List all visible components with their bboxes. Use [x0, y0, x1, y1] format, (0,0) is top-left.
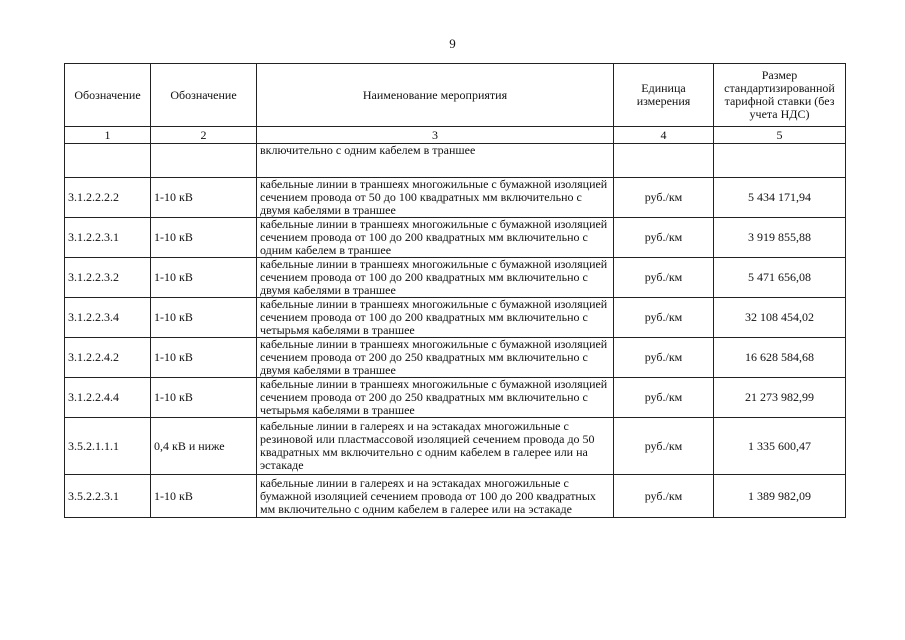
- row-voltage: 1-10 кВ: [151, 258, 257, 298]
- column-number-row: [65, 127, 846, 144]
- header-measure-name: Наименование мероприятия: [257, 64, 614, 127]
- row-rate: 5 471 656,08: [714, 258, 846, 298]
- row-rate: 5 434 171,94: [714, 178, 846, 218]
- row-unit: руб./км: [614, 338, 714, 378]
- header-designation-1: Обозначение: [65, 64, 151, 127]
- row-rate: 21 273 982,99: [714, 378, 846, 418]
- table-row: [65, 218, 846, 258]
- row-description: кабельные линии в траншеях многожильные с бумажной изоляцией сечением провода от 100 до 200 квадратных мм включительно с двумя кабелями в траншее: [257, 258, 614, 298]
- row-unit: руб./км: [614, 418, 714, 475]
- row-rate: 32 108 454,02: [714, 298, 846, 338]
- row-description: кабельные линии в траншеях многожильные с бумажной изоляцией сечением провода от 50 до 100 квадратных мм включительно с двумя кабелями в траншее: [257, 178, 614, 218]
- row-unit: руб./км: [614, 218, 714, 258]
- column-number: 1: [65, 127, 151, 144]
- header-unit: Единица измерения: [614, 64, 714, 127]
- row-unit: руб./км: [614, 378, 714, 418]
- tariff-table: [64, 63, 846, 518]
- column-number: 5: [714, 127, 846, 144]
- row-voltage: 1-10 кВ: [151, 298, 257, 338]
- empty-cell: [151, 144, 257, 178]
- table-row: [65, 378, 846, 418]
- header-designation-2: Обозначение: [151, 64, 257, 127]
- table-row: [65, 258, 846, 298]
- row-voltage: 1-10 кВ: [151, 378, 257, 418]
- empty-cell: [714, 144, 846, 178]
- row-code: 3.5.2.2.3.1: [65, 475, 151, 518]
- row-description: кабельные линии в траншеях многожильные с бумажной изоляцией сечением провода от 100 до 200 квадратных мм включительно с одним кабелем в траншее: [257, 218, 614, 258]
- row-voltage: 1-10 кВ: [151, 218, 257, 258]
- row-unit: руб./км: [614, 258, 714, 298]
- table-row: [65, 178, 846, 218]
- row-voltage: 1-10 кВ: [151, 338, 257, 378]
- table-row: [65, 418, 846, 475]
- row-description: кабельные линии в траншеях многожильные с бумажной изоляцией сечением провода от 200 до 250 квадратных мм включительно с четырьмя кабелями в траншее: [257, 378, 614, 418]
- page-number: 9: [449, 36, 456, 51]
- row-rate: 1 389 982,09: [714, 475, 846, 518]
- row-code: 3.1.2.2.2.2: [65, 178, 151, 218]
- row-unit: руб./км: [614, 178, 714, 218]
- row-voltage: 0,4 кВ и ниже: [151, 418, 257, 475]
- row-rate: 16 628 584,68: [714, 338, 846, 378]
- row-description: кабельные линии в траншеях многожильные с бумажной изоляцией сечением провода от 200 до 250 квадратных мм включительно с двумя кабелями в траншее: [257, 338, 614, 378]
- continuation-text: включительно с одним кабелем в траншее: [257, 144, 614, 178]
- row-code: 3.1.2.2.3.1: [65, 218, 151, 258]
- header-rate: Размер стандартизированной тарифной ставки (без учета НДС): [714, 64, 846, 127]
- table-row: [65, 298, 846, 338]
- table-row: [65, 338, 846, 378]
- column-number: 4: [614, 127, 714, 144]
- row-description: кабельные линии в галереях и на эстакадах многожильные с резиновой или пластмассовой изоляцией сечением провода до 50 квадратных мм включительно с одним кабелем в галерее или на эстакаде: [257, 418, 614, 475]
- row-unit: руб./км: [614, 298, 714, 338]
- empty-cell: [614, 144, 714, 178]
- row-code: 3.1.2.2.4.4: [65, 378, 151, 418]
- row-description: кабельные линии в галереях и на эстакадах многожильные с бумажной изоляцией сечением провода от 100 до 200 квадратных мм включительно с одним кабелем в галерее или на эстакаде: [257, 475, 614, 518]
- row-rate: 1 335 600,47: [714, 418, 846, 475]
- empty-cell: [65, 144, 151, 178]
- row-code: 3.1.2.2.3.4: [65, 298, 151, 338]
- row-description: кабельные линии в траншеях многожильные с бумажной изоляцией сечением провода от 100 до 200 квадратных мм включительно с четырьмя кабелями в траншее: [257, 298, 614, 338]
- row-code: 3.1.2.2.4.2: [65, 338, 151, 378]
- column-number: 3: [257, 127, 614, 144]
- table-row: [65, 475, 846, 518]
- row-voltage: 1-10 кВ: [151, 178, 257, 218]
- row-unit: руб./км: [614, 475, 714, 518]
- row-voltage: 1-10 кВ: [151, 475, 257, 518]
- row-rate: 3 919 855,88: [714, 218, 846, 258]
- row-code: 3.1.2.2.3.2: [65, 258, 151, 298]
- continuation-row: [65, 144, 846, 178]
- table-header-row: [65, 64, 846, 127]
- column-number: 2: [151, 127, 257, 144]
- row-code: 3.5.2.1.1.1: [65, 418, 151, 475]
